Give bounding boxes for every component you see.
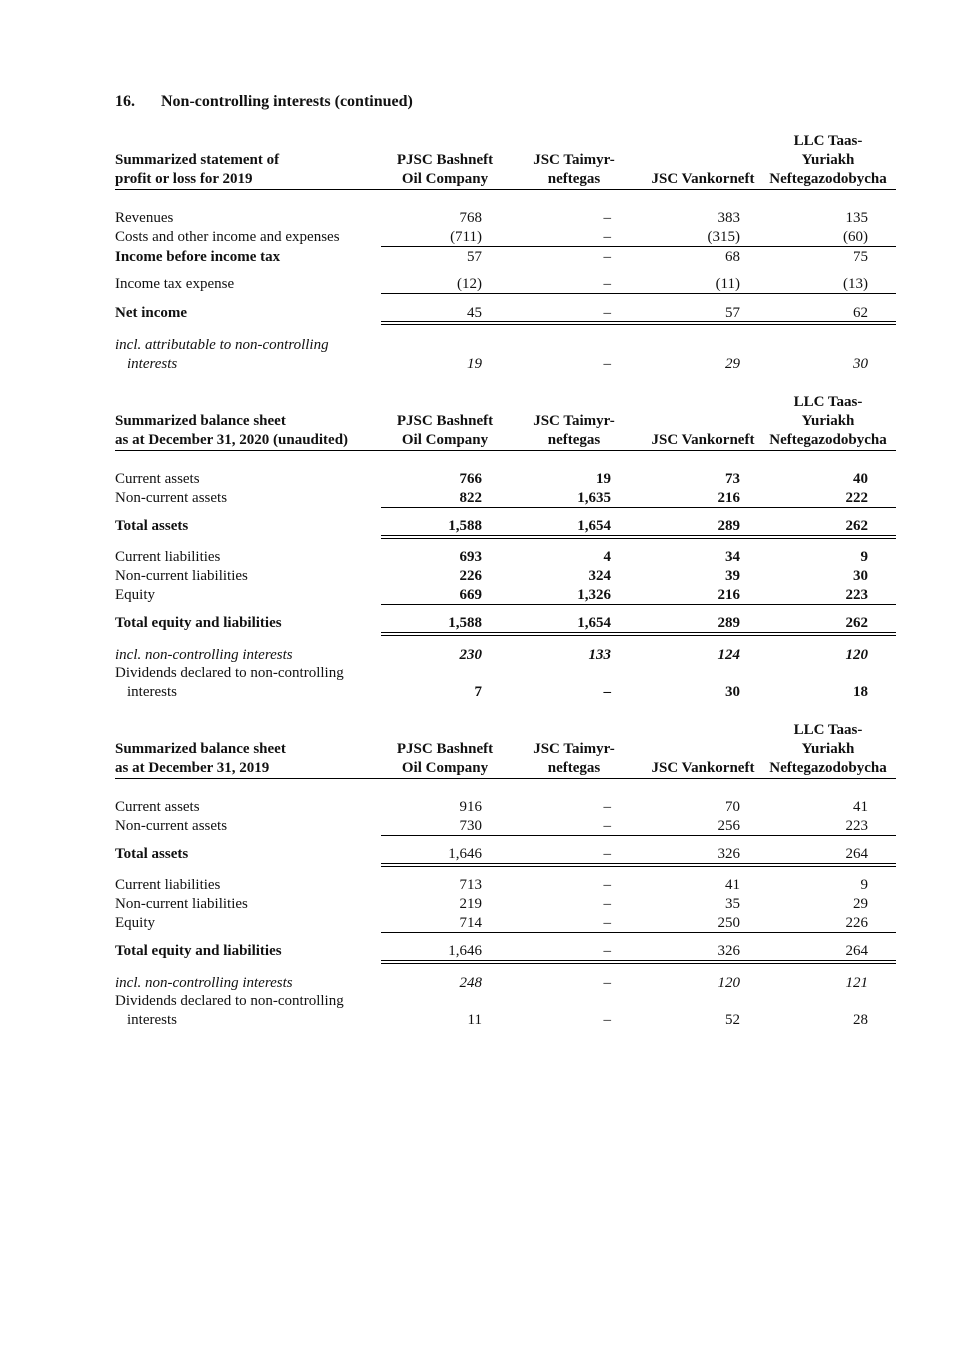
- col-header-taas-yuriakh: LLC Taas- Yuriakh Neftegazodobycha: [769, 394, 887, 448]
- table-row: Current liabilities 713 – 41 9: [115, 877, 868, 893]
- table-row: Current assets 766 19 73 40: [115, 471, 868, 487]
- table-profit-loss-2019: [115, 132, 896, 377]
- table-header: [115, 393, 896, 450]
- table-row: Non-current assets 822 1,635 216 222: [115, 490, 868, 506]
- table-row: Income tax expense (12) – (11) (13): [115, 276, 868, 292]
- table-row: Equity 669 1,326 216 223: [115, 587, 868, 603]
- section-heading: [115, 93, 413, 111]
- table-row: interests 19 – 29 30: [127, 356, 868, 372]
- table-row: Current assets 916 – 70 41: [115, 799, 868, 815]
- table-row: Total assets 1,588 1,654 289 262: [115, 518, 868, 534]
- table-row: interests 7 – 30 18: [127, 684, 868, 700]
- table-row: Current liabilities 693 4 34 9: [115, 549, 868, 565]
- table-row: Net income 45 – 57 62: [115, 305, 868, 321]
- col-header-taimyrneftegas: JSC Taimyr- neftegas: [533, 741, 615, 776]
- table-header: [115, 132, 896, 189]
- table-balance-sheet-2019: [115, 721, 896, 1033]
- col-header-taimyrneftegas: JSC Taimyr- neftegas: [533, 413, 615, 448]
- table-row: Total equity and liabilities 1,646 – 326 264: [115, 943, 868, 959]
- table-title: Summarized balance sheet as at December 31, 2019: [115, 741, 286, 776]
- table-row: Total equity and liabilities 1,588 1,654 289 262: [115, 615, 868, 631]
- table-row: Non-current liabilities 226 324 39 30: [115, 568, 868, 584]
- table-row: interests 11 – 52 28: [127, 1012, 868, 1028]
- col-header-bashneft: PJSC Bashneft Oil Company: [396, 152, 494, 187]
- col-header-taas-yuriakh: LLC Taas- Yuriakh Neftegazodobycha: [769, 722, 887, 776]
- table-row: Dividends declared to non-controlling: [115, 993, 344, 1009]
- table-row: incl. non-controlling interests 248 – 120 121: [115, 975, 868, 991]
- table-title: Summarized statement of profit or loss for 2019: [115, 152, 280, 187]
- table-row: Non-current liabilities 219 – 35 29: [115, 896, 868, 912]
- table-balance-sheet-2020: [115, 393, 896, 705]
- table-header: [115, 721, 896, 778]
- table-row: Costs and other income and expenses (711) – (315) (60): [115, 229, 868, 245]
- col-header-vankorneft: JSC Vankorneft: [651, 760, 755, 776]
- table-row: incl. non-controlling interests 230 133 124 120: [115, 647, 868, 663]
- col-header-taas-yuriakh: LLC Taas- Yuriakh Neftegazodobycha: [769, 133, 887, 187]
- col-header-vankorneft: JSC Vankorneft: [651, 432, 755, 448]
- table-row: Non-current assets 730 – 256 223: [115, 818, 868, 834]
- col-header-vankorneft: JSC Vankorneft: [651, 171, 755, 187]
- table-row: Income before income tax 57 – 68 75: [115, 249, 868, 265]
- section-title: Non-controlling interests (continued): [161, 93, 413, 110]
- col-header-bashneft: PJSC Bashneft Oil Company: [396, 741, 494, 776]
- col-header-taimyrneftegas: JSC Taimyr- neftegas: [533, 152, 615, 187]
- table-row: Total assets 1,646 – 326 264: [115, 846, 868, 862]
- table-row: Revenues 768 – 383 135: [115, 210, 868, 226]
- table-row: Dividends declared to non-controlling: [115, 665, 344, 681]
- table-row: Equity 714 – 250 226: [115, 915, 868, 931]
- col-header-bashneft: PJSC Bashneft Oil Company: [396, 413, 494, 448]
- table-title: Summarized balance sheet as at December 31, 2020 (unaudited): [115, 413, 349, 448]
- section-number: 16.: [115, 93, 135, 110]
- table-row: incl. attributable to non-controlling: [115, 337, 329, 353]
